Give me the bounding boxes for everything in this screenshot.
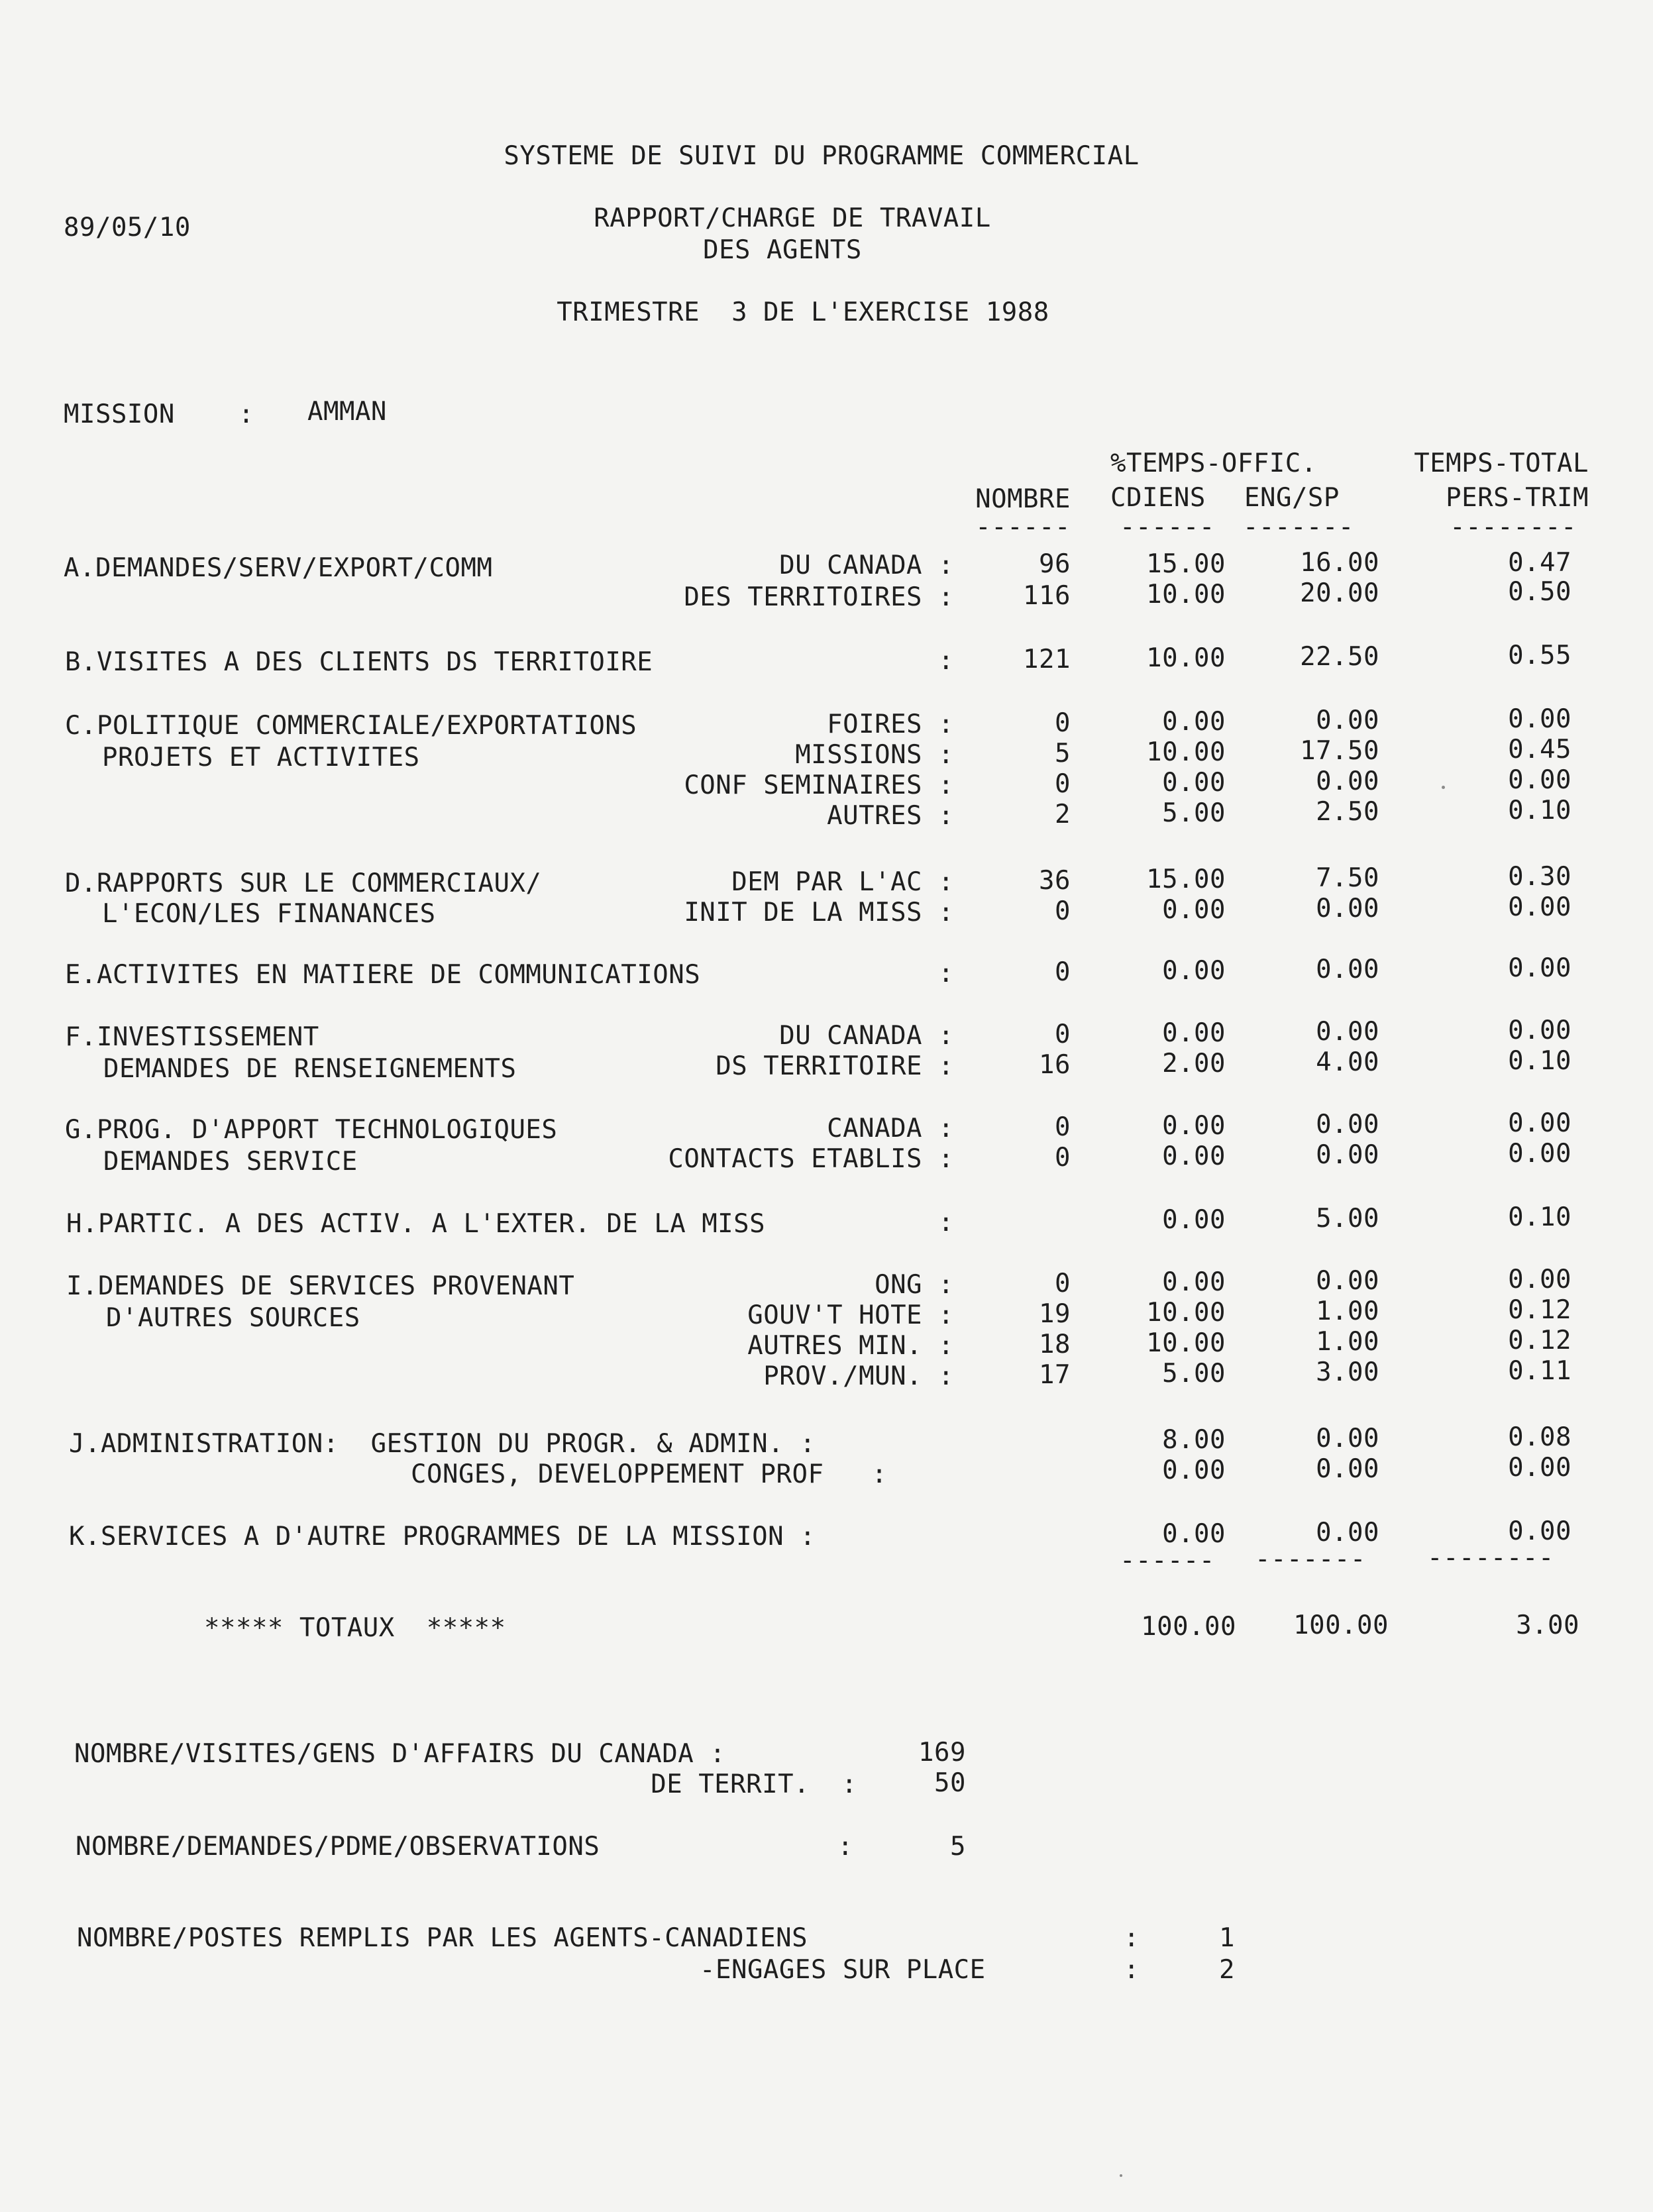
section-c-row-4-pers: 0.10 (1508, 796, 1572, 825)
section-d-row-1-engsp: 7.50 (1316, 863, 1379, 893)
section-e-nombre: 0 (1055, 957, 1071, 987)
section-i-row-3-pers: 0.12 (1508, 1326, 1572, 1355)
summary-postes-label-2: -ENGAGES SUR PLACE (700, 1955, 986, 1985)
section-f-row-2-engsp: 4.00 (1316, 1047, 1379, 1077)
column-rule-engsp: ------- (1243, 512, 1354, 542)
mission-value: AMMAN (307, 397, 387, 427)
summary-postes-value-2: 2 (1219, 1955, 1235, 1985)
summary-postes-label-1: NOMBRE/POSTES REMPLIS PAR LES AGENTS-CANADIENS (77, 1923, 808, 1953)
section-g-row-1-cdiens: 0.00 (1162, 1111, 1226, 1141)
section-i-row-4-sub: PROV./MUN. : (763, 1361, 954, 1391)
section-h-engsp: 5.00 (1316, 1204, 1379, 1234)
column-rule-nombre: ------ (975, 512, 1071, 542)
mission-label: MISSION : (64, 399, 254, 429)
section-f-label-1: F.INVESTISSEMENT (65, 1022, 319, 1052)
section-c-row-1-engsp: 0.00 (1316, 706, 1379, 735)
totals-rule-engsp: ------- (1255, 1544, 1366, 1574)
section-c-row-3-cdiens: 0.00 (1162, 768, 1226, 798)
section-f-row-1-engsp: 0.00 (1316, 1017, 1379, 1047)
totals-rule-pers: -------- (1427, 1543, 1554, 1573)
section-c-row-3-engsp: 0.00 (1316, 766, 1379, 796)
section-i-row-1-cdiens: 0.00 (1162, 1267, 1226, 1297)
section-k-cdiens: 0.00 (1162, 1519, 1226, 1549)
section-b-cdiens: 10.00 (1146, 643, 1226, 673)
section-d-row-2-nombre: 0 (1055, 896, 1071, 926)
section-i-label-1: I.DEMANDES DE SERVICES PROVENANT (66, 1271, 575, 1301)
section-g-row-2-cdiens: 0.00 (1162, 1141, 1226, 1171)
section-a-row-1-nombre: 96 (1039, 549, 1071, 579)
section-f-row-2-nombre: 16 (1039, 1050, 1071, 1080)
section-c-row-1-cdiens: 0.00 (1162, 707, 1226, 737)
section-h-cdiens: 0.00 (1162, 1205, 1226, 1235)
section-e-colon: : (938, 959, 954, 988)
section-d-row-2-pers: 0.00 (1508, 892, 1572, 922)
section-h-colon: : (938, 1208, 954, 1238)
section-c-row-2-pers: 0.45 (1508, 735, 1572, 764)
section-e-label: E.ACTIVITES EN MATIERE DE COMMUNICATIONS (65, 960, 701, 990)
report-title-line-1: RAPPORT/CHARGE DE TRAVAIL (594, 203, 991, 233)
column-heading-cdiens: CDIENS (1110, 483, 1206, 513)
section-j-row-1-engsp: 0.00 (1316, 1424, 1379, 1453)
section-d-row-2-sub: INIT DE LA MISS : (684, 898, 954, 927)
totals-pers: 3.00 (1516, 1610, 1579, 1640)
section-i-row-1-nombre: 0 (1055, 1269, 1071, 1298)
section-f-row-2-pers: 0.10 (1508, 1046, 1572, 1076)
section-c-row-2-cdiens: 10.00 (1146, 737, 1226, 767)
section-c-row-4-sub: AUTRES : (827, 801, 954, 831)
section-c-row-3-nombre: 0 (1055, 769, 1071, 799)
column-heading-pct-temps: %TEMPS-OFFIC. (1110, 448, 1317, 478)
section-i-row-3-cdiens: 10.00 (1146, 1328, 1226, 1358)
section-d-label-1: D.RAPPORTS SUR LE COMMERCIAUX/ (65, 869, 542, 898)
section-i-row-2-engsp: 1.00 (1316, 1296, 1379, 1326)
totals-cdiens: 100.00 (1141, 1612, 1236, 1642)
section-g-row-1-pers: 0.00 (1508, 1108, 1572, 1138)
section-d-row-2-engsp: 0.00 (1316, 894, 1379, 923)
section-k-engsp: 0.00 (1316, 1518, 1379, 1548)
section-f-row-1-sub: DU CANADA : (779, 1021, 954, 1051)
section-a-label: A.DEMANDES/SERV/EXPORT/COMM (64, 553, 493, 583)
section-i-row-1-engsp: 0.00 (1316, 1266, 1379, 1296)
section-a-row-2-cdiens: 10.00 (1146, 580, 1226, 609)
column-rule-cdiens: ------ (1120, 512, 1215, 542)
section-c-label-2: PROJETS ET ACTIVITES (102, 743, 420, 772)
section-i-row-1-sub: ONG : (875, 1270, 954, 1300)
column-heading-engsp: ENG/SP (1244, 483, 1340, 513)
section-f-row-1-pers: 0.00 (1508, 1016, 1572, 1045)
section-a-row-2-sub: DES TERRITOIRES : (684, 582, 954, 612)
section-b-pers: 0.55 (1508, 641, 1572, 670)
section-i-row-2-nombre: 19 (1039, 1299, 1071, 1329)
system-title: SYSTEME DE SUIVI DU PROGRAMME COMMERCIAL (504, 141, 1140, 171)
section-c-row-2-engsp: 17.50 (1300, 736, 1379, 766)
section-c-row-1-sub: FOIRES : (827, 710, 954, 739)
section-j-row-1-cdiens: 8.00 (1162, 1425, 1226, 1455)
section-i-row-4-nombre: 17 (1039, 1360, 1071, 1390)
section-c-row-4-cdiens: 5.00 (1162, 798, 1226, 828)
section-i-row-1-pers: 0.00 (1508, 1265, 1572, 1294)
summary-demandes-value: 5 (950, 1832, 966, 1862)
totals-rule-cdiens: ------ (1120, 1546, 1215, 1575)
section-a-row-1-engsp: 16.00 (1300, 548, 1379, 578)
section-k-pers: 0.00 (1508, 1516, 1572, 1546)
column-heading-temps-total: TEMPS-TOTAL (1414, 448, 1589, 478)
section-g-row-2-pers: 0.00 (1508, 1139, 1572, 1169)
report-date: 89/05/10 (64, 213, 191, 242)
section-g-row-2-engsp: 0.00 (1316, 1140, 1379, 1170)
section-i-row-3-nombre: 18 (1039, 1330, 1071, 1359)
section-g-label-2: DEMANDES SERVICE (103, 1147, 358, 1177)
stray-dot-mark (1442, 786, 1445, 789)
section-a-row-1-cdiens: 15.00 (1146, 549, 1226, 579)
summary-postes-colon-2: : (1124, 1955, 1140, 1985)
section-a-row-1-sub: DU CANADA : (779, 551, 954, 580)
section-c-row-4-nombre: 2 (1055, 800, 1071, 829)
section-f-row-1-cdiens: 0.00 (1162, 1018, 1226, 1048)
section-i-row-2-pers: 0.12 (1508, 1295, 1572, 1325)
section-i-row-3-engsp: 1.00 (1316, 1327, 1379, 1357)
summary-postes-colon-1: : (1124, 1923, 1140, 1953)
section-a-row-1-pers: 0.47 (1508, 548, 1572, 578)
section-c-row-3-pers: 0.00 (1508, 765, 1572, 795)
section-d-row-1-sub: DEM PAR L'AC : (731, 867, 954, 897)
column-heading-nombre: NOMBRE (975, 484, 1071, 514)
section-h-label: H.PARTIC. A DES ACTIV. A L'EXTER. DE LA MISS (66, 1209, 766, 1239)
summary-visites-value-2: 50 (934, 1768, 966, 1798)
totals-label: ***** TOTAUX ***** (204, 1613, 506, 1643)
summary-postes-value-1: 1 (1219, 1923, 1235, 1953)
summary-demandes-label: NOMBRE/DEMANDES/PDME/OBSERVATIONS (76, 1832, 600, 1862)
summary-visites-value-1: 169 (918, 1738, 966, 1767)
section-k-label: K.SERVICES A D'AUTRE PROGRAMMES DE LA MISSION : (69, 1522, 816, 1552)
section-j-row-2-engsp: 0.00 (1316, 1454, 1379, 1484)
section-i-row-4-cdiens: 5.00 (1162, 1359, 1226, 1389)
section-g-label-1: G.PROG. D'APPORT TECHNOLOGIQUES (65, 1115, 558, 1145)
section-i-label-2: D'AUTRES SOURCES (106, 1303, 360, 1333)
section-j-row-2-pers: 0.00 (1508, 1453, 1572, 1483)
section-j-row-1-label: J.ADMINISTRATION: GESTION DU PROGR. & ADMIN. : (69, 1429, 816, 1459)
section-d-row-1-nombre: 36 (1039, 866, 1071, 896)
section-b-label: B.VISITES A DES CLIENTS DS TERRITOIRE (65, 647, 653, 677)
section-g-row-2-nombre: 0 (1055, 1143, 1071, 1173)
section-e-cdiens: 0.00 (1162, 956, 1226, 986)
column-rule-pers-trim: -------- (1450, 512, 1577, 542)
summary-visites-label-1: NOMBRE/VISITES/GENS D'AFFAIRS DU CANADA : (74, 1739, 726, 1769)
section-d-label-2: L'ECON/LES FINANANCES (102, 899, 436, 929)
section-a-row-2-engsp: 20.00 (1300, 578, 1379, 608)
section-f-row-2-cdiens: 2.00 (1162, 1049, 1226, 1079)
section-g-row-1-sub: CANADA : (827, 1114, 954, 1143)
section-c-row-4-engsp: 2.50 (1316, 797, 1379, 827)
section-f-row-2-sub: DS TERRITOIRE : (716, 1051, 954, 1081)
section-c-row-3-sub: CONF SEMINAIRES : (684, 770, 954, 800)
section-j-row-2-label: CONGES, DEVELOPPEMENT PROF : (411, 1459, 888, 1489)
section-d-row-1-cdiens: 15.00 (1146, 865, 1226, 894)
section-e-pers: 0.00 (1508, 953, 1572, 983)
section-j-row-1-pers: 0.08 (1508, 1422, 1572, 1452)
summary-demandes-colon: : (837, 1832, 853, 1862)
section-f-row-1-nombre: 0 (1055, 1020, 1071, 1049)
section-g-row-1-nombre: 0 (1055, 1112, 1071, 1142)
section-d-row-1-pers: 0.30 (1508, 862, 1572, 892)
section-g-row-2-sub: CONTACTS ETABLIS : (668, 1144, 954, 1174)
section-i-row-2-cdiens: 10.00 (1146, 1298, 1226, 1328)
section-i-row-2-sub: GOUV'T HOTE : (747, 1300, 954, 1330)
summary-visites-label-2: DE TERRIT. : (651, 1769, 857, 1799)
paper-speck-mark (1120, 2174, 1122, 2177)
section-b-nombre: 121 (1023, 645, 1071, 674)
section-e-engsp: 0.00 (1316, 955, 1379, 984)
section-c-row-2-sub: MISSIONS : (795, 740, 954, 770)
section-a-row-2-nombre: 116 (1023, 581, 1071, 611)
totals-engsp: 100.00 (1293, 1610, 1389, 1640)
section-g-row-1-engsp: 0.00 (1316, 1110, 1379, 1139)
section-b-engsp: 22.50 (1300, 642, 1379, 672)
section-c-row-1-pers: 0.00 (1508, 704, 1572, 734)
section-c-label-1: C.POLITIQUE COMMERCIALE/EXPORTATIONS (65, 711, 637, 741)
section-f-label-2: DEMANDES DE RENSEIGNEMENTS (103, 1054, 517, 1084)
column-heading-pers-trim: PERS-TRIM (1446, 483, 1589, 513)
section-d-row-2-cdiens: 0.00 (1162, 895, 1226, 925)
report-title-line-2: DES AGENTS (703, 235, 862, 265)
section-i-row-4-pers: 0.11 (1508, 1356, 1572, 1386)
section-i-row-3-sub: AUTRES MIN. : (747, 1331, 954, 1361)
section-b-colon: : (938, 646, 954, 676)
section-j-row-2-cdiens: 0.00 (1162, 1455, 1226, 1485)
section-i-row-4-engsp: 3.00 (1316, 1357, 1379, 1387)
section-h-pers: 0.10 (1508, 1202, 1572, 1232)
section-c-row-1-nombre: 0 (1055, 708, 1071, 738)
section-a-row-2-pers: 0.50 (1508, 577, 1572, 607)
quarter-heading: TRIMESTRE 3 DE L'EXERCISE 1988 (557, 297, 1049, 327)
section-c-row-2-nombre: 5 (1055, 739, 1071, 768)
